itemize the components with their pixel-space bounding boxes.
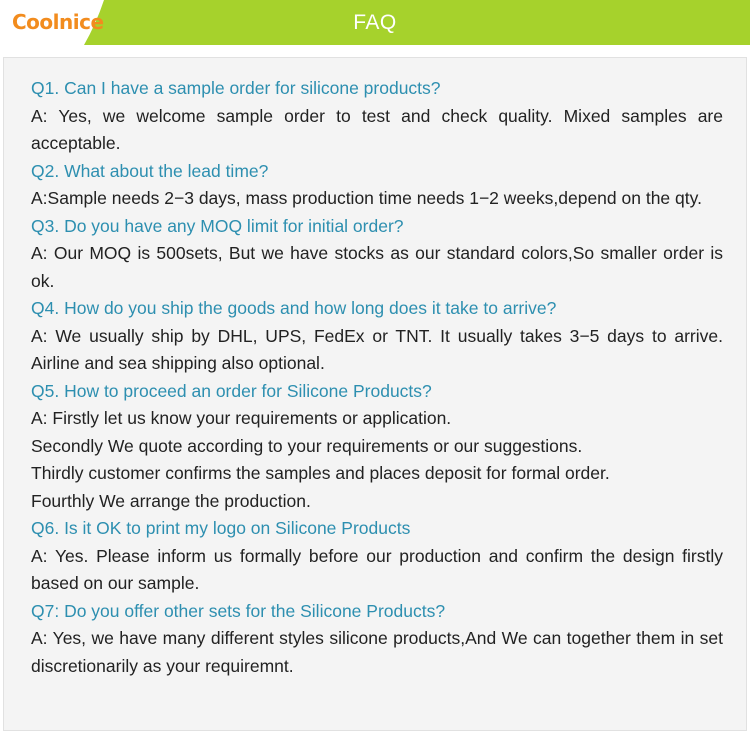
question-3: Q3. Do you have any MOQ limit for initial order? — [31, 215, 404, 236]
answer-6: A: Yes. Please inform us formally before our production and confirm the design firstly based on our sample. — [31, 545, 723, 593]
question-4: Q4. How do you ship the goods and how long does it take to arrive? — [31, 298, 557, 318]
faq-list — [31, 75, 723, 680]
answer-5-line-2: Secondly We quote according to your requirements or our suggestions. — [31, 435, 583, 456]
answer-1: A: Yes, we welcome sample order to test and check quality. Mixed samples are acceptable. — [31, 105, 723, 153]
page-title: FAQ — [353, 11, 397, 34]
brand-logo: Coolnice — [12, 10, 104, 34]
question-7: Q7: Do you offer other sets for the Silicone Products? — [31, 600, 446, 621]
faq-item-1 — [31, 75, 723, 158]
faq-item-2 — [31, 158, 723, 213]
faq-item-6 — [31, 515, 723, 598]
faq-item-5 — [31, 378, 723, 516]
question-1: Q1. Can I have a sample order for silicone products? — [31, 78, 441, 98]
answer-5-line-3: Thirdly customer confirms the samples and places deposit for formal order. — [31, 463, 610, 483]
answer-7: A: Yes, we have many different styles silicone products,And We can together them in set discretionarily as your requiremnt. — [31, 628, 723, 676]
question-2: Q2. What about the lead time? — [31, 160, 269, 181]
question-5: Q5. How to proceed an order for Silicone Products? — [31, 380, 432, 401]
answer-4: A: We usually ship by DHL, UPS, FedEx or TNT. It usually takes 3−5 days to arrive. Airline and sea shipping also optional. — [31, 325, 723, 373]
answer-3: A: Our MOQ is 500sets, But we have stocks as our standard colors,So smaller order is ok. — [31, 243, 723, 291]
question-6: Q6. Is it OK to print my logo on Silicone Products — [31, 518, 411, 538]
answer-2: A:Sample needs 2−3 days, mass production time needs 1−2 weeks,depend on the qty. — [31, 188, 702, 208]
faq-item-3 — [31, 213, 723, 296]
header-banner — [0, 0, 750, 45]
answer-5-line-4: Fourthly We arrange the production. — [31, 490, 311, 511]
faq-item-4 — [31, 295, 723, 378]
faq-item-7 — [31, 598, 723, 681]
answer-5-line-1: A: Firstly let us know your requirements or application. — [31, 408, 452, 428]
